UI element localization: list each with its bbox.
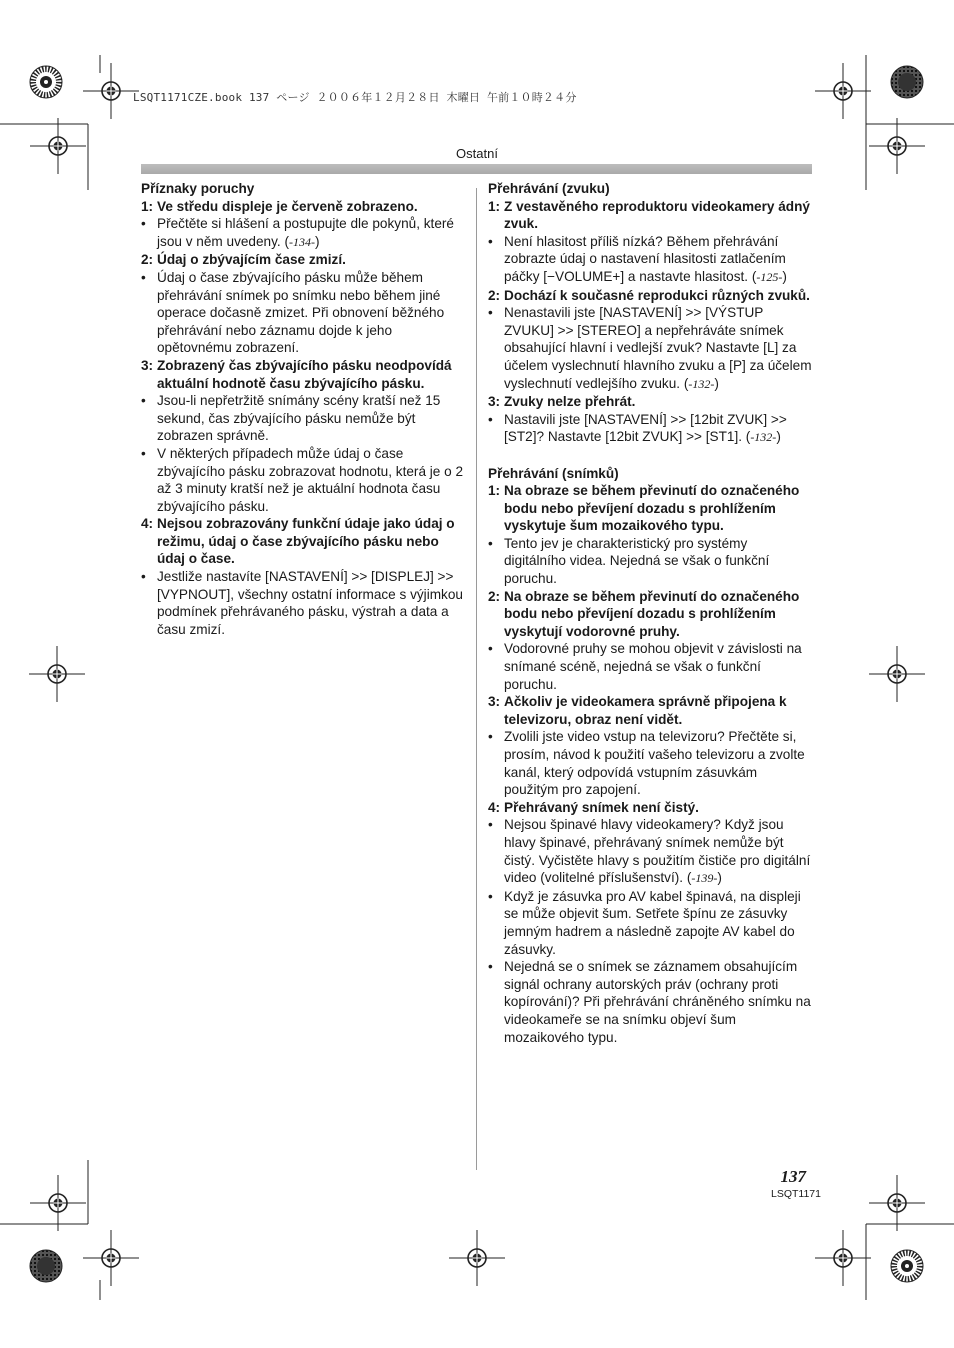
bullet-icon: • [141, 393, 146, 409]
bullet-icon: • [488, 535, 493, 551]
page-reference: -132- [688, 376, 715, 391]
color-target-top-left [30, 66, 62, 98]
list-item: • Není hlasitost příliš nízká? Během přehrávání zobrazte údaj o nastavení hlasitosti zatlačením páčky [−VOLUME+] a nastavte hlasitost. (-125-) [488, 233, 787, 284]
symptom-heading: 2: Dochází k současné reprodukci různých zvuků. [488, 287, 810, 303]
list-item: • Jsou-li nepřetržitě snímány scény kratší než 15 sekund, čas zbývajícího pásku nemůže být zobrazen správně. [141, 393, 441, 444]
registration-mark-br-1 [869, 1175, 925, 1231]
list-item: • Jestliže nastavíte [NASTAVENÍ] >> [DISPLEJ] >> [VYPNOUT], všechny ostatní informace s výjimkou podmínek přehrávaného pásku, výstrah a data a času zmizí. [141, 569, 463, 637]
list-item: • Zvolili jste video vstup na televizoru? Přečtěte si, prosím, návod k použití vašeho televizoru a zvolte kanál, který odpovídá vstupním zásuvkám použitým pro zapojení. [488, 729, 805, 798]
list-item: • Když je zásuvka pro AV kabel špinavá, na displeji se může objevit šum. Setřete špínu ze zásuvky jemným hadrem a následně zapojte AV kabel do zásuvky. [488, 888, 801, 957]
symptom-heading: 1: Ve středu displeje je červeně zobrazeno. [141, 198, 418, 214]
section-spacer [488, 447, 812, 465]
symptom-heading: 3: Zobrazený čas zbývajícího pásku neodpovídá aktuální hodnotě času zbývajícího pásku. [141, 357, 452, 391]
bullet-icon: • [488, 411, 493, 427]
list-item: • Nejsou špinavé hlavy videokamery? Když jsou hlavy špinavé, přehrávaný snímek nemůže být čistý. Vyčistěte hlavy s použitím čističe pro digitální video (volitelné příslušenství). (-139-) [488, 817, 811, 886]
registration-mark-tl-1 [83, 63, 139, 119]
bullet-icon: • [488, 233, 493, 249]
bullet-icon: • [488, 641, 493, 657]
page-reference: -132- [750, 430, 777, 445]
page-reference: -139- [691, 871, 718, 886]
registration-mark-left-middle [29, 646, 85, 702]
print-header: LSQT1171CZE.book 137 ページ ２００６年１２月２８日 木曜日 午前１０時２４分 [133, 91, 577, 104]
bullet-icon: • [141, 216, 146, 232]
section-title: Přehrávání (snímků) [488, 465, 619, 481]
bullet-icon: • [488, 888, 493, 904]
list-item: • V některých případech může údaj o čase zbývajícího pásku zobrazovat hodnotu, která je o 2 až 3 minuty kratší než je aktuální hodnota času zbývajícího pásku. [141, 445, 464, 514]
column-divider [476, 188, 477, 1170]
page-reference: -134- [288, 234, 315, 249]
list-item: • Vodorovné pruhy se mohou objevit v závislosti na snímané scéně, nejedná se však o funkční poruchu. [488, 641, 802, 692]
registration-mark-bottom-center [449, 1230, 505, 1286]
list-item: • Údaj o čase zbývajícího pásku může během přehrávání snímek po snímku nebo během jiné operace dočasně zmizet. Při obnovení běžného přehrávání nebo záznamu dojde k jeho opětovnému zobrazení. [141, 269, 445, 356]
section-label: Ostatní [456, 146, 498, 161]
registration-mark-bl-1 [30, 1175, 86, 1231]
bullet-icon: • [488, 959, 493, 975]
symptom-heading: 4: Nejsou zobrazovány funkční údaje jako údaj o režimu, údaj o čase zbývajícího pásku nebo údaj o čase. [141, 516, 455, 567]
symptom-heading: 3: Ačkoliv je videokamera správně připojena k televizoru, obraz není vidět. [488, 694, 787, 727]
section-title: Přehrávání (zvuku) [488, 181, 610, 196]
symptom-heading: 2: Na obraze se během převinutí do označeného bodu nebo převíjení dozadu s prohlížením vyskytují vodorovné pruhy. [488, 588, 800, 639]
list-item: • Přečtěte si hlášení a postupujte dle pokynů, které jsou v něm uvedeny. (-134-) [141, 216, 454, 249]
page-reference: -125- [756, 269, 783, 284]
bullet-icon: • [141, 269, 146, 285]
list-item: • Nejedná se o snímek se záznamem obsahujícím signál ochrany autorských práv (ochrany proti kopírování)? Při přehrávání chráněného snímku na videokameře se na snímku objeví šum mozaikového typu. [488, 959, 811, 1045]
symptom-heading: 1: Z vestavěného reproduktoru videokamery ádný zvuk. [488, 198, 810, 232]
registration-mark-tr-1 [815, 63, 871, 119]
bullet-icon: • [488, 817, 493, 833]
left-column [141, 180, 467, 638]
registration-mark-right-middle [869, 646, 925, 702]
color-target-bottom-left [30, 1250, 62, 1282]
bullet-icon: • [488, 305, 493, 321]
bullet-icon: • [141, 445, 146, 461]
symptom-heading: 3: Zvuky nelze přehrát. [488, 394, 636, 410]
document-code: LSQT1171 [770, 1188, 821, 1200]
header-bar [141, 164, 812, 174]
page-number: 137 [780, 1167, 806, 1186]
color-target-bottom-right [891, 1250, 923, 1282]
symptom-heading: 2: Údaj o zbývajícím čase zmizí. [141, 252, 346, 268]
right-column [488, 180, 812, 1046]
section-title: Příznaky poruchy [141, 181, 255, 196]
bullet-icon: • [488, 729, 493, 745]
list-item: • Nastavili jste [NASTAVENÍ] >> [12bit ZVUK] >> [ST2]? Nastavte [12bit ZVUK] >> [ST1]. (-132-) [488, 411, 787, 445]
list-item: • Nenastavili jste [NASTAVENÍ] >> [VÝSTUP ZVUKU] >> [STEREO] a nepřehráváte snímek obsahující hlavní i vedlejší zvuk? Nastavte [L] za účelem vyslechnutí hlavního zvuku a [P] za účelem vyslechnutí vedlejšího zvuku. (-132-) [488, 305, 812, 391]
list-item: • Tento jev je charakteristický pro systémy digitálního videa. Nejedná se však o funkční poruchu. [488, 535, 770, 587]
symptom-heading: 1: Na obraze se během převinutí do označeného bodu nebo převíjení dozadu s prohlížením vyskytuje šum mozaikového typu. [488, 483, 800, 534]
bullet-icon: • [141, 569, 146, 585]
registration-mark-bl-2 [83, 1230, 139, 1286]
registration-mark-br-2 [815, 1230, 871, 1286]
symptom-heading: 4: Přehrávaný snímek není čistý. [488, 799, 699, 815]
color-target-top-right [891, 66, 923, 98]
